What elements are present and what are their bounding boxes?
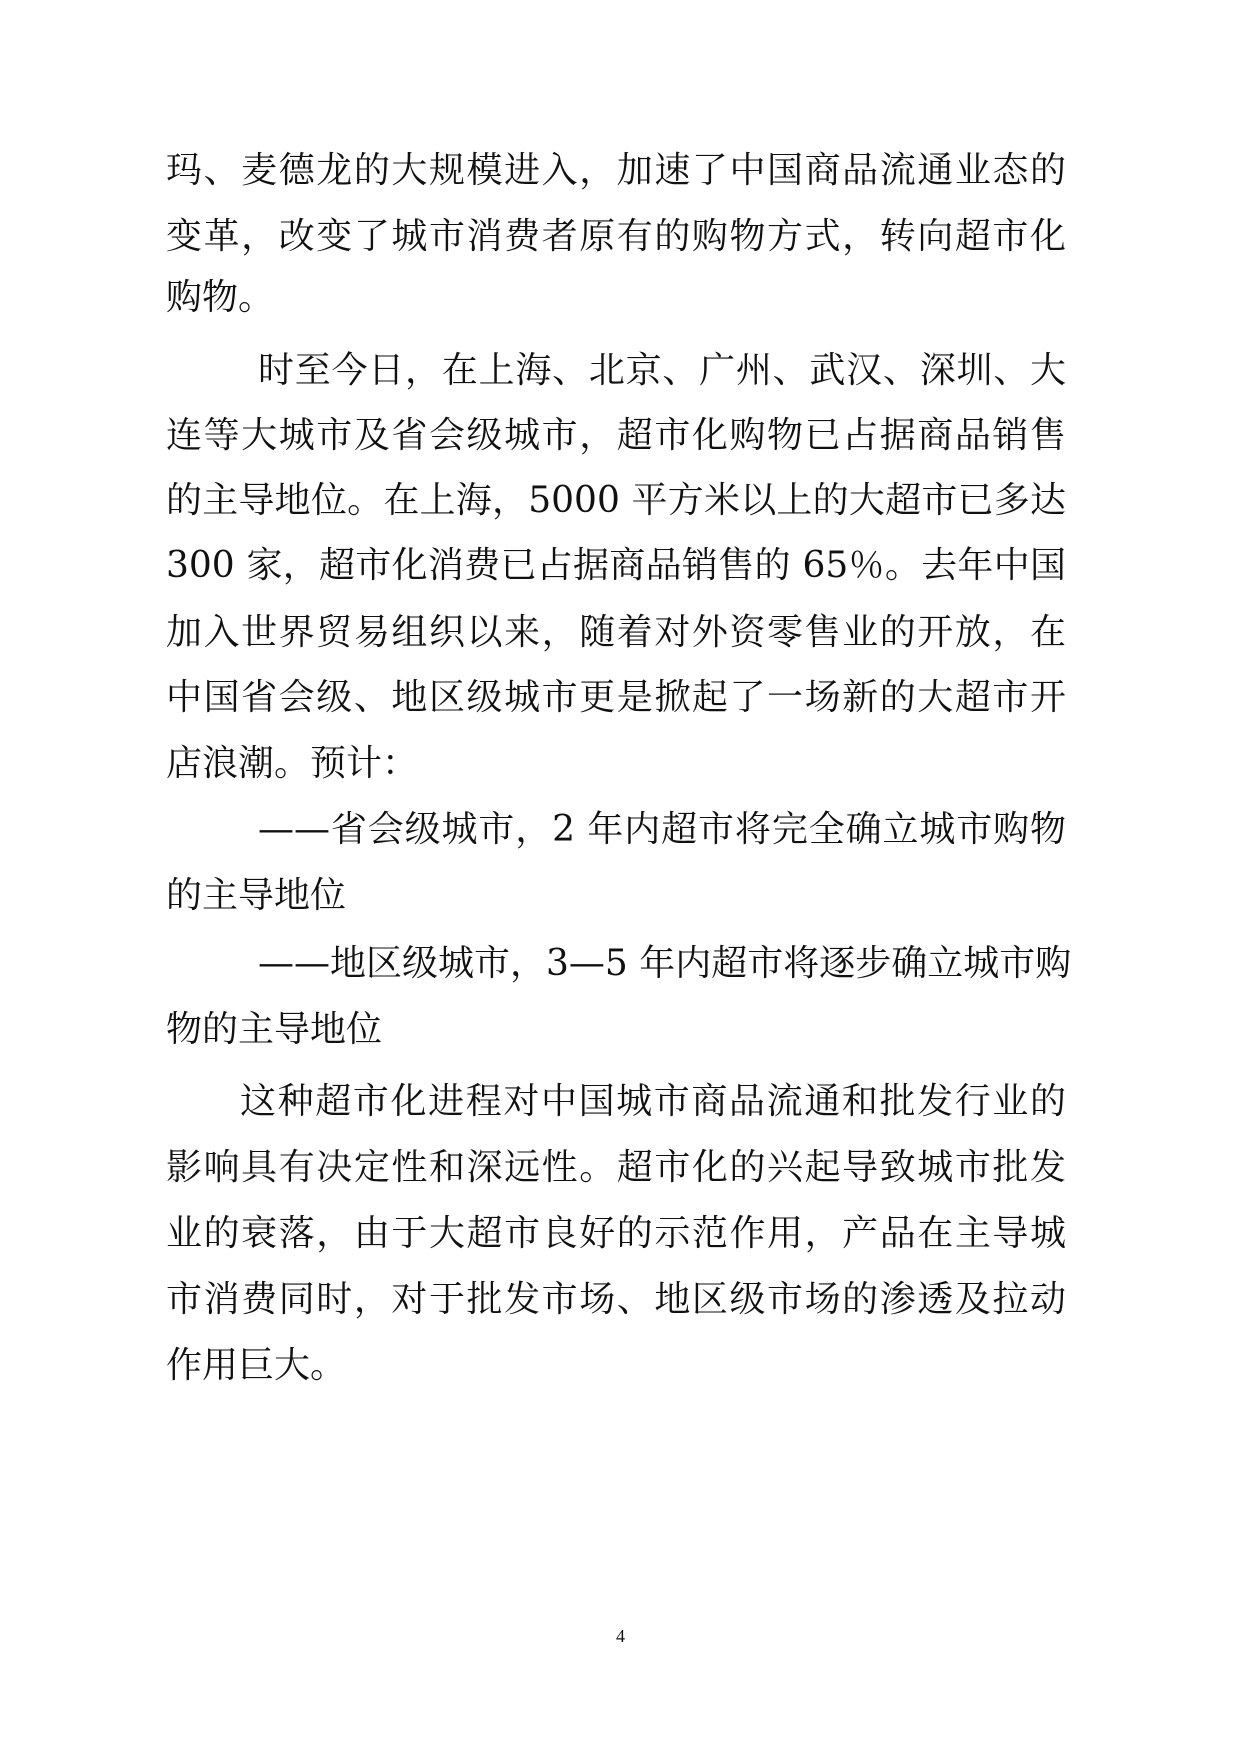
text-line: 店浪潮。预计： [166,743,419,784]
text-line: 300 家，超市化消费已占据商品销售的 65％。去年中国 [166,545,1066,586]
text-line: ——省会级城市，2 年内超市将完全确立城市购物 [258,809,1066,850]
text-line: 连等大城市及省会级城市，超市化购物已占据商品销售 [166,415,1066,456]
text-line: 时至今日，在上海、北京、广州、武汉、深圳、大 [258,350,1066,391]
text-line: 的主导地位。在上海，5000 平方米以上的大超市已多达 [166,480,1066,521]
text-line: 市消费同时，对于批发市场、地区级市场的渗透及拉动 [166,1279,1066,1320]
text-line: 玛、麦德龙的大规模进入，加速了中国商品流通业态的 [166,150,1066,191]
text-line: ——地区级城市，3—5 年内超市将逐步确立城市购 [258,943,1072,984]
text-line: 物的主导地位 [166,1009,383,1050]
text-line: 加入世界贸易组织以来，随着对外资零售业的开放，在 [166,612,1066,653]
text-line: 中国省会级、地区级城市更是掀起了一场新的大超市开 [166,677,1066,718]
text-line: 的主导地位 [166,875,347,916]
text-line: 作用巨大。 [166,1345,347,1386]
text-line: 业的衰落，由于大超市良好的示范作用，产品在主导城 [166,1213,1066,1254]
page-number: 4 [616,1626,625,1646]
text-line: 这种超市化进程对中国城市商品流通和批发行业的 [240,1081,1066,1122]
text-line: 影响具有决定性和深远性。超市化的兴起导致城市批发 [166,1147,1066,1188]
text-line: 变革，改变了城市消费者原有的购物方式，转向超市化 [166,216,1066,257]
text-line: 购物。 [166,277,275,318]
